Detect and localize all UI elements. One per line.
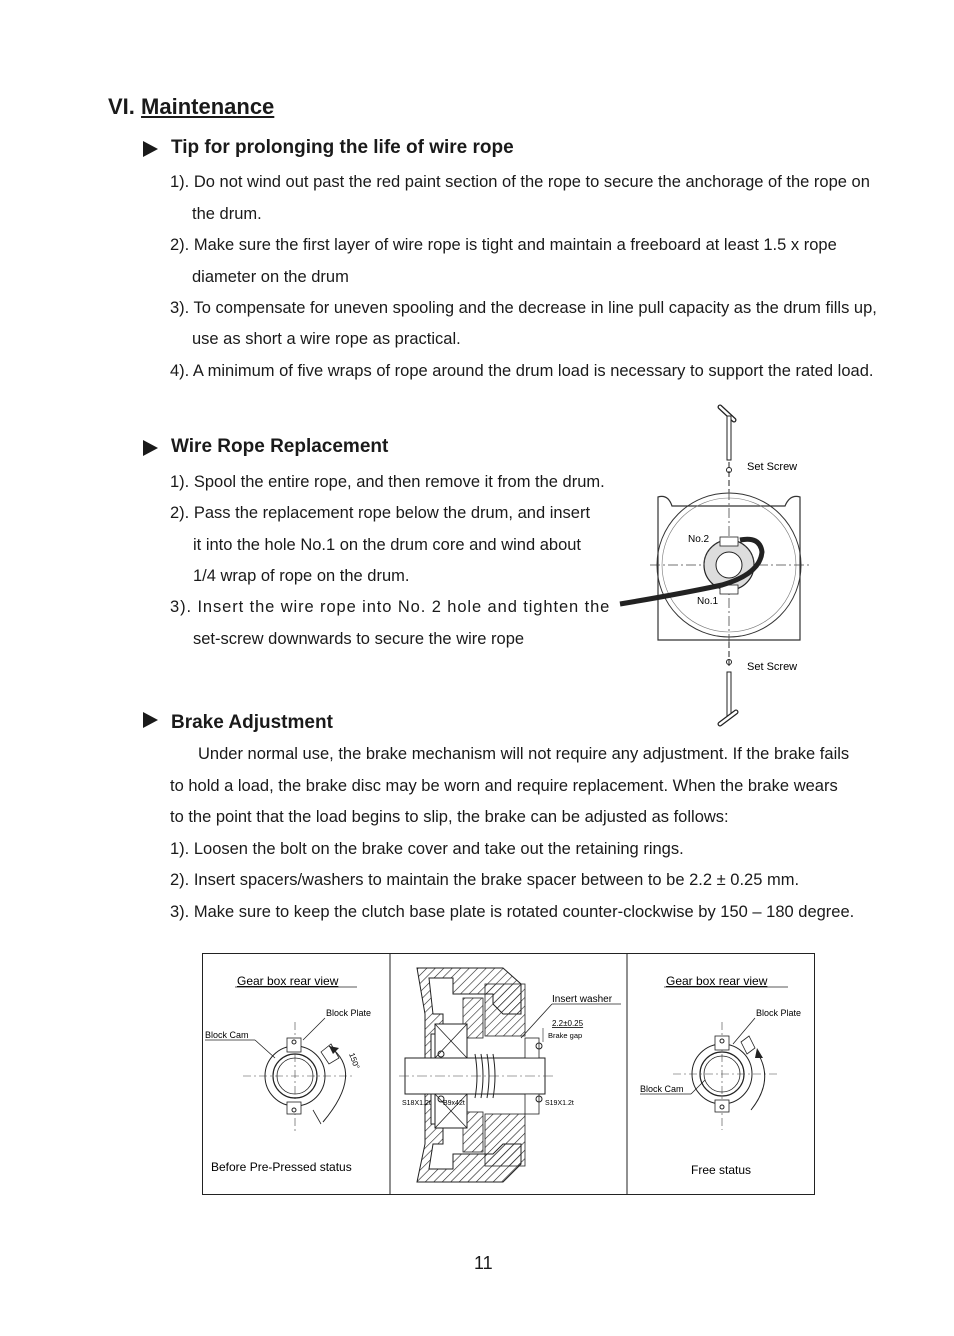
left-panel xyxy=(205,974,371,1174)
section-number: VI. xyxy=(108,94,135,119)
set-screw-bottom-icon xyxy=(720,642,736,724)
section-heading xyxy=(108,94,274,120)
left-part-label: S18X1.2t xyxy=(402,1100,431,1107)
bullet-arrow-icon xyxy=(143,141,158,157)
set-screw-top-icon xyxy=(720,407,734,492)
replacement-line: 1). Spool the entire rope, and then remove it from the drum. xyxy=(170,473,605,491)
replacement-heading: Wire Rope Replacement xyxy=(171,436,389,457)
left-block-plate-label: Block Plate xyxy=(326,1008,372,1018)
tip-line: diameter on the drum xyxy=(192,268,349,286)
right-panel-title: Gear box rear view xyxy=(666,974,768,988)
bullet-arrow-icon xyxy=(143,440,158,456)
mid-part-label: B9x42t xyxy=(443,1100,465,1107)
brake-gap-label: Brake gap xyxy=(548,1031,583,1040)
left-panel-caption: Before Pre-Pressed status xyxy=(211,1160,352,1174)
right-block-plate-label: Block Plate xyxy=(756,1008,802,1018)
replacement-line: 2). Pass the replacement rope below the drum, and insert xyxy=(170,504,591,522)
middle-panel xyxy=(399,968,621,1182)
right-panel xyxy=(640,974,801,1177)
brake-step: 1). Loosen the bolt on the brake cover and take out the retaining rings. xyxy=(170,840,684,858)
replacement-line: set-screw downwards to secure the wire rope xyxy=(193,630,525,648)
page-number: 11 xyxy=(474,1253,493,1273)
left-panel-title: Gear box rear view xyxy=(237,974,339,988)
no2-label: No.2 xyxy=(688,534,710,545)
replacement-line: it into the hole No.1 on the drum core and wind about xyxy=(193,536,581,554)
tips-heading: Tip for prolonging the life of wire rope xyxy=(171,137,514,158)
tip-line: 1). Do not wind out past the red paint section of the rope to secure the anchorage of the rope on xyxy=(170,173,870,191)
tip-line: 3). To compensate for uneven spooling and the decrease in line pull capacity as the drum fills up, xyxy=(170,299,877,317)
replacement-line: 1/4 wrap of rope on the drum. xyxy=(193,567,410,585)
tip-line: the drum. xyxy=(192,205,262,223)
right-panel-caption: Free status xyxy=(691,1163,752,1177)
gap-value-label: 2.2±0.25 xyxy=(552,1019,584,1028)
insert-washer-label: Insert washer xyxy=(552,994,613,1005)
brake-intro-line: to the point that the load begins to slip, the brake can be adjusted as follows: xyxy=(170,808,729,826)
set-screw-top-label: Set Screw xyxy=(747,461,798,473)
section-title: Maintenance xyxy=(141,94,275,119)
brake-intro-line: Under normal use, the brake mechanism will not require any adjustment. If the brake fails xyxy=(198,745,850,763)
tip-line: 4). A minimum of five wraps of rope around the drum load is necessary to support the rated load. xyxy=(170,362,874,380)
set-screw-bottom-label: Set Screw xyxy=(747,661,798,673)
tip-line: 2). Make sure the first layer of wire rope is tight and maintain a freeboard at least 1.5 x rope xyxy=(170,236,837,254)
left-angle-label: 150° xyxy=(347,1051,362,1071)
tip-line: use as short a wire rope as practical. xyxy=(192,330,461,348)
drum-body xyxy=(650,490,810,642)
brake-intro-line: to hold a load, the brake disc may be worn and require replacement. When the brake wears xyxy=(170,777,838,795)
replacement-line: 3). Insert the wire rope into No. 2 hole and tighten the xyxy=(170,598,611,616)
no1-label: No.1 xyxy=(697,596,719,607)
brake-figure xyxy=(202,953,815,1195)
bullet-arrow-icon xyxy=(143,712,158,728)
drum-diagram xyxy=(610,402,820,732)
brake-step: 2). Insert spacers/washers to maintain the brake spacer between to be 2.2 ± 0.25 mm. xyxy=(170,871,800,889)
brake-heading: Brake Adjustment xyxy=(171,712,333,733)
left-block-cam-label: Block Cam xyxy=(205,1030,249,1040)
right-block-cam-label: Block Cam xyxy=(640,1084,684,1094)
right-part-label: S19X1.2t xyxy=(545,1100,574,1107)
brake-step: 3). Make sure to keep the clutch base plate is rotated counter-clockwise by 150 – 180 degree. xyxy=(170,903,855,921)
